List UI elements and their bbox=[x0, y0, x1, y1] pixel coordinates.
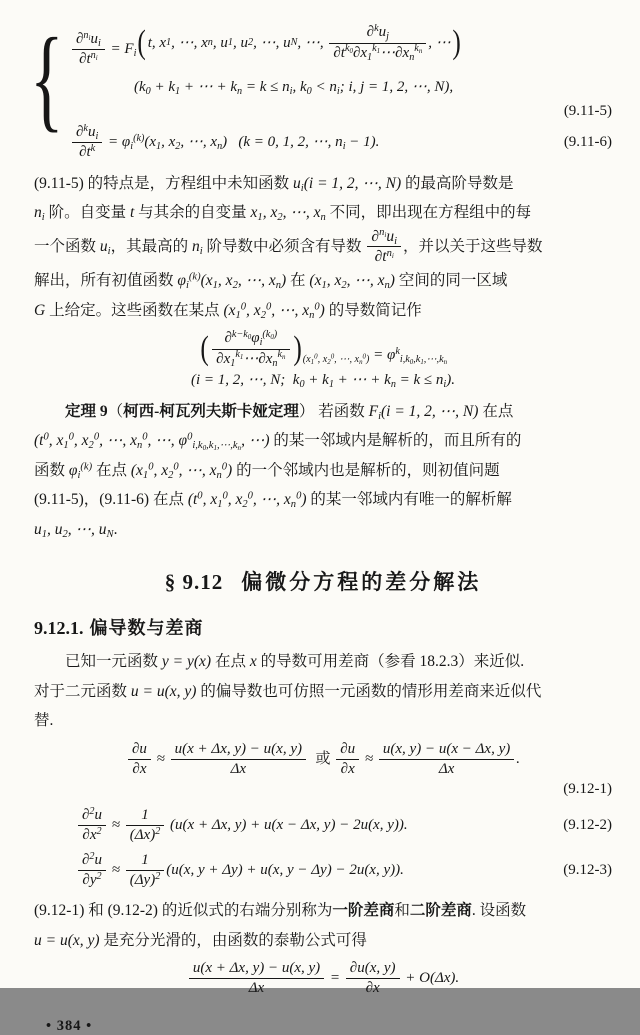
formula-912-1: $\frac{\partial u}{\partial x}$ ≈ $\frac{u(x + \Delta x, y) - u(x, y)}{\Delta x}$ 或 $\frac{\partial u}{\partial x}$ ≈ $\frac{u(x, y) - u(x - \Delta x, y)}{\Delta x}$ . bbox=[34, 741, 612, 779]
formula-912-3-block bbox=[34, 852, 612, 890]
paragraph-quotient-names bbox=[34, 896, 612, 955]
paragraph-line: 替. bbox=[34, 712, 54, 729]
formula-phi-condition: (i = 1, 2, ⋯, N; $k_0 + k_1$ + ⋯ + $k_n = k \le n_i$). bbox=[190, 371, 456, 390]
formula-912-3: $\frac{\partial^2u}{\partial y^2}$ ≈ $\frac{1}{(\Delta y)^2}$ (u(x, y + Δy) + u(x, y − Δy) − 2u(x, y)). bbox=[76, 852, 404, 890]
section-number: § 9.12 bbox=[164, 570, 224, 594]
equation-911-5-main: $\frac{\partial^{n_i}u_i}{\partial t^{n_i}}$ = $F_i$ ( t, x 1 , ⋯, x n , u 1 , u 2 , ⋯, u N , ⋯, $\frac{\partial^ku_j}{\partial t^{k_0}\partial x_1^{k_1}\cdots\partial x_n^{k_n}}$ , ⋯ ) bbox=[70, 18, 612, 74]
formula-phi-shorthand: ( $\frac{\partial^{k-k_0}\varphi_i^{(k_0)}}{\partial x_1^{k_1}\cdots\partial x_n^{k_n}}$ ) $_{(x_1^0, x_2^0, \cdots, x_n^0)} = \varphi^k_{i,k_0,k_1,\cdots,k_n}$ bbox=[34, 330, 612, 368]
equation-number-912-3: (9.12-3) bbox=[563, 861, 612, 878]
theorem-line: 函数 $\varphi_i^{(k)}$ 在点 ($x_1^0$, $x_2^0$, ⋯, $x_n^0$) 的一个邻域内也是解析的，则初值问题 bbox=[34, 461, 500, 481]
paragraph-line: 对于二元函数 u = u(x, y) 的偏导数也可仿照一元函数的情形用差商来近似代 bbox=[34, 682, 542, 700]
formula-derivative-notation bbox=[34, 330, 612, 389]
equation-number-912-1: (9.12-1) bbox=[563, 781, 612, 797]
paragraph-system-properties bbox=[34, 169, 612, 326]
subsection-heading-9121 bbox=[34, 614, 612, 640]
paragraph-line: (9.12-1) 和 (9.12-2) 的近似式的右端分别称为一阶差商和二阶差商. 设函数 bbox=[34, 902, 527, 919]
formula-912-2: $\frac{\partial^2u}{\partial x^2}$ ≈ $\frac{1}{(\Delta x)^2}$ (u(x + Δx, y) + u(x − Δx, y) − 2u(x, y)). bbox=[76, 807, 408, 845]
equation-system-911 bbox=[30, 13, 612, 162]
paragraph-difference-quotient-intro bbox=[34, 647, 612, 736]
formula-taylor: $\frac{u(x + \Delta x, y) - u(x, y)}{\Delta x}$ = $\frac{\partial u(x, y)}{\partial x}$ + O(Δx). bbox=[34, 960, 612, 998]
equation-911-6: $\frac{\partial^ku_i}{\partial t^k}$ = $\varphi_i^{(k)}(x_1$, $x_2$, ⋯, $x_n$) (k = 0, 1, 2, ⋯, $n_i - 1$). bbox=[70, 124, 379, 162]
paragraph-line: (9.11-5) 的特点是，方程组中未知函数 $u_i(i = 1$, 2, ⋯, N) 的最高阶导数是 bbox=[34, 174, 514, 194]
page-number: • 384 • bbox=[46, 1017, 93, 1034]
paragraph-line: $n_i$ 阶。自变量 t 与其余的自变量 $x_1$, $x_2$, ⋯, $x_n$ 不同，即出现在方程组中的每 bbox=[34, 204, 532, 224]
theorem-line: ($t^0$, $x_1^0$, $x_2^0$, ⋯, $x_n^0$, ⋯, $\varphi^0_{i,k_0,k_1,\cdots,k_n}$, ⋯) 的某一邻域内是解析的，而且所有的 bbox=[34, 431, 522, 453]
formula-taylor-block bbox=[34, 960, 612, 998]
equation-number-912-2: (9.12-2) bbox=[563, 817, 612, 834]
theorem-line: 定理 9（柯西-柯瓦列夫斯卡娅定理） 若函数 $F_i(i = 1$, 2, ⋯, N) 在点 bbox=[65, 402, 514, 422]
section-heading-912 bbox=[34, 566, 612, 596]
paragraph-line: 一个函数 $u_i$，其最高的 $n_i$ 阶导数中必须含有导数 $\frac{\partial^{n_i}u_i}{\partial t^{n_i}}$ ，并以关于这些导数 bbox=[34, 227, 543, 266]
formula-912-1-block bbox=[34, 741, 612, 801]
paragraph-line: u = u(x, y) 是充分光滑的，由函数的泰勒公式可得 bbox=[34, 931, 367, 949]
equation-911-5-condition: ($k_0 + k_1$ + ⋯ + $k_n = k \le n_i$, $k_0 < n_i$; i, j = 1, 2, ⋯, N), bbox=[134, 79, 454, 98]
theorem-line: $u_1$, $u_2$, ⋯, $u_N$. bbox=[34, 520, 118, 540]
paragraph-line: G 上给定。这些函数在某点 ($x_1^0$, $x_2^0$, ⋯, $x_n^0$) 的导数简记作 bbox=[34, 301, 422, 321]
section-title: 偏微分方程的差分解法 bbox=[241, 570, 482, 594]
theorem-line: (9.11-5)，(9.11-6) 在点 ($t^0$, $x_1^0$, $x_2^0$, ⋯, $x_n^0$) 的某一邻域内有唯一的解析解 bbox=[34, 490, 512, 511]
formula-912-2-block bbox=[34, 807, 612, 845]
subsection-title: 偏导数与差商 bbox=[89, 618, 204, 638]
paragraph-theorem-9 bbox=[34, 397, 612, 545]
system-brace: { bbox=[30, 13, 64, 143]
subsection-number: 9.12.1. bbox=[34, 618, 84, 638]
paragraph-line: 已知一元函数 y = y(x) 在点 x 的导数可用差商（参看 18.2.3）来近似. bbox=[65, 653, 525, 670]
equation-number-911-5: (9.11-5) bbox=[563, 103, 612, 120]
paragraph-line: 解出，所有初值函数 $\varphi_i^{(k)}(x_1$, $x_2$, ⋯, $x_n$) 在 ($x_1$, $x_2$, ⋯, $x_n$) 空间的同一区域 bbox=[34, 271, 508, 292]
equation-number-911-6: (9.11-6) bbox=[563, 134, 612, 151]
